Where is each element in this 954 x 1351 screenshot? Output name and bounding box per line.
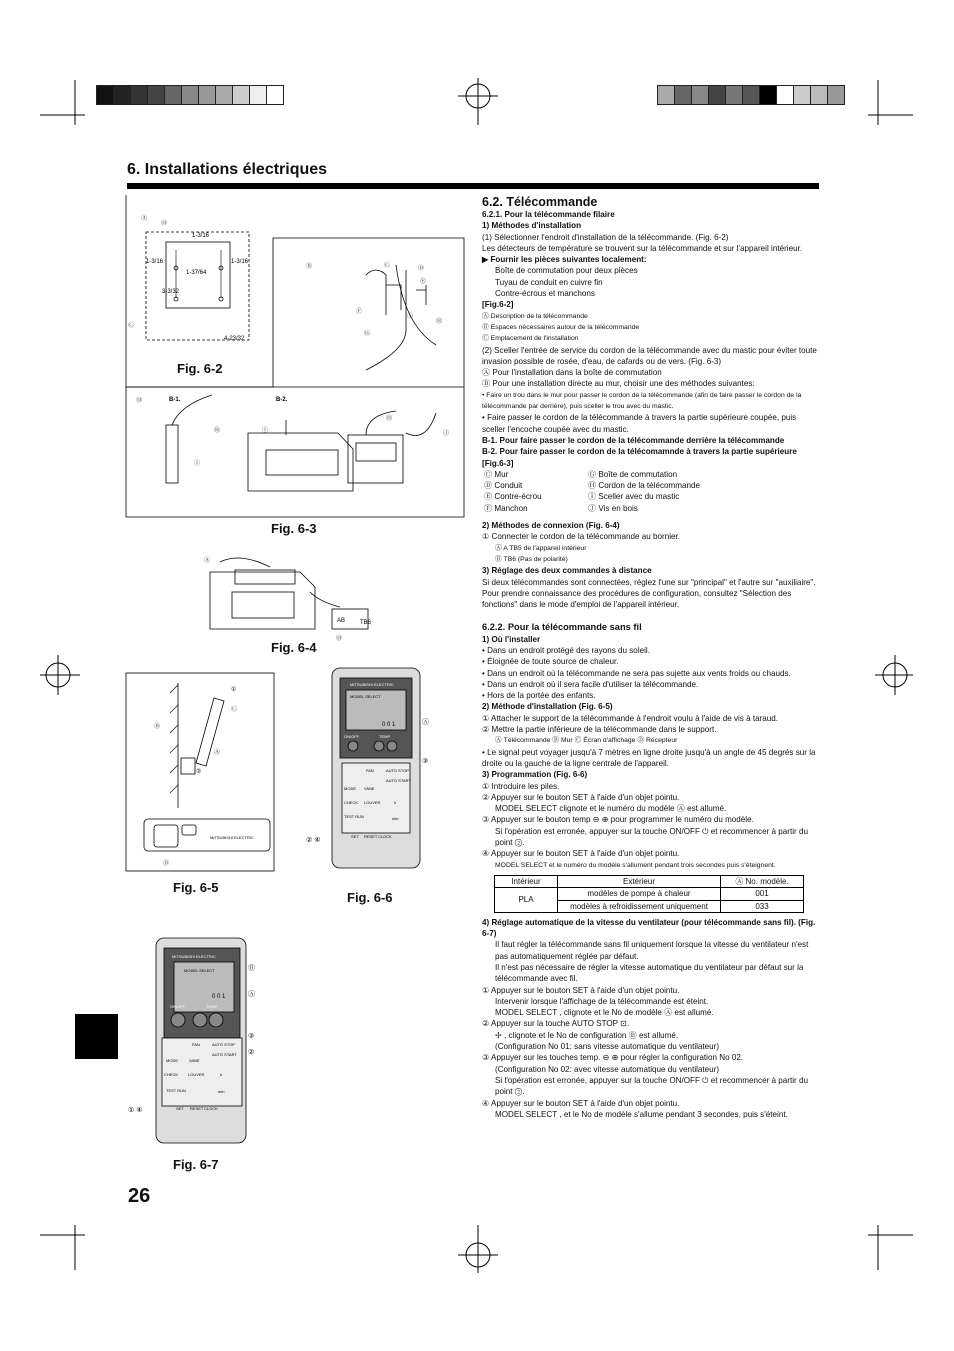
svg-text:Ⓑ: Ⓑ	[248, 965, 255, 972]
svg-text:Ⓔ: Ⓔ	[420, 279, 427, 285]
para: ③ Appuyer sur les touches temp. ⊖ ⊕ pour régler la configuration No 02.	[482, 1053, 744, 1063]
svg-text:MODE: MODE	[166, 1058, 178, 1063]
svg-text:Ⓘ: Ⓘ	[194, 461, 201, 467]
supply-item: Contre-écrous et manchons	[495, 289, 595, 299]
svg-text:②: ②	[196, 769, 202, 775]
svg-text:Ⓒ: Ⓒ	[128, 323, 135, 329]
para: ① Connecter le cordon de la télécommande au bornier.	[482, 532, 681, 542]
svg-text:Ⓐ: Ⓐ	[422, 719, 429, 726]
table-cell: 001	[721, 888, 804, 900]
svg-text:Ⓒ: Ⓒ	[384, 263, 391, 269]
heading-fan-speed: 4) Réglage automatique de la vitesse du ventilateur (pour télécommande sans fil). (Fig. 6-7)	[482, 917, 816, 939]
svg-text:⑬: ⑬	[161, 221, 168, 227]
svg-text:4-23/32: 4-23/32	[224, 336, 245, 342]
fig-6-5-label: Fig. 6-5	[173, 880, 219, 895]
supply-heading: ▶ Fournir les pièces suivantes localement:	[482, 255, 647, 265]
para: Ⓐ Pour l'installation dans la boîte de commutation	[482, 368, 662, 378]
svg-text:MODE: MODE	[344, 786, 356, 791]
para: Il faut régler la télécommande sans fil uniquement lorsque la vitesse du ventilateur n'est pas automatiquement réglée par défaut.	[495, 940, 809, 961]
para: • Le signal peut voyager jusqu'à 7 mètres en ligne droite jusqu'à un angle de 45 degrés sur la droite ou la gauche de la ligne centrale de l'appareil.	[482, 747, 816, 768]
para: ✢ , clignote et le No de configuration Ⓑ est allumé.	[495, 1030, 679, 1040]
svg-text:TB6: TB6	[360, 620, 372, 626]
svg-text:MODEL SELECT: MODEL SELECT	[350, 694, 381, 699]
para: Si l'opération est erronée, appuyer sur la touche ON/OFF ⏻ et recommencer à partir du point ②.	[495, 826, 808, 848]
para: B-1. Pour faire passer le cordon de la télécommande derrière la télécommande	[482, 435, 785, 445]
fig-6-3-legend	[482, 469, 820, 514]
svg-text:VANE: VANE	[364, 786, 375, 791]
svg-text:1-3/16: 1-3/16	[192, 233, 210, 239]
svg-text:Ⓗ: Ⓗ	[436, 319, 443, 325]
para: Ⓐ Télécommande Ⓑ Mur Ⓒ Écran d'affichage Ⓓ Récepteur	[495, 737, 678, 745]
svg-text:Ⓗ: Ⓗ	[386, 416, 393, 422]
list-item: • Dans un endroit où il sera facile d'utiliser la télécommande.	[482, 679, 699, 689]
para: (2) Sceller l'entrée de service du cordon de la télécommande avec du mastic pour éviter toute invasion possible de rosée, d'eau, de cafards ou de vers. (Fig. 6-3)	[482, 345, 817, 366]
svg-text:Ⓙ: Ⓙ	[443, 431, 450, 437]
svg-text:B-2.: B-2.	[276, 397, 288, 403]
svg-text:LOUVER: LOUVER	[188, 1072, 205, 1077]
svg-text:h: h	[394, 800, 397, 805]
svg-text:CHECK: CHECK	[164, 1072, 179, 1077]
table-header: Ⓐ No. modèle.	[721, 875, 804, 887]
svg-text:min: min	[218, 1089, 225, 1094]
svg-text:0 0 1: 0 0 1	[212, 994, 226, 1000]
chapter-tab	[75, 1014, 118, 1059]
svg-text:③: ③	[422, 758, 429, 765]
para: ④ Appuyer sur le bouton SET à l'aide d'un objet pointu.	[482, 849, 680, 859]
legend-item: Ⓕ Manchon	[484, 503, 528, 513]
para: (Configuration No 02: avec vitesse automatique du ventilateur)	[495, 1064, 720, 1074]
table-header: Intérieur	[495, 875, 558, 887]
fig-6-6-remote	[304, 668, 429, 873]
svg-text:AUTO STOP: AUTO STOP	[212, 1042, 235, 1047]
svg-text:CHECK: CHECK	[344, 800, 359, 805]
svg-text:TEMP: TEMP	[379, 734, 391, 739]
fig-6-3-label: Fig. 6-3	[271, 521, 317, 536]
para: Il n'est pas nécessaire de régler la vitesse automatique du ventilateur par défaut sur la télécommande avec fil.	[495, 963, 804, 984]
heading-programming: 3) Programmation (Fig. 6-6)	[482, 770, 588, 780]
svg-text:Ⓗ: Ⓗ	[214, 428, 221, 434]
svg-text:Ⓒ: Ⓒ	[231, 707, 238, 713]
legend-item: Ⓗ Cordon de la télécommande	[588, 481, 701, 491]
svg-text:AB: AB	[337, 618, 346, 624]
svg-text:⑬: ⑬	[336, 636, 343, 642]
legend-item: Ⓒ Mur	[484, 469, 509, 479]
svg-text:B-1.: B-1.	[169, 397, 181, 403]
para: Les détecteurs de température se trouvent sur la télécommande et sur l'appareil intérieur.	[482, 243, 803, 253]
para: Si l'opération est erronée, appuyer sur la touche ON/OFF ⏻ et recommencer à partir du point ②.	[495, 1075, 808, 1097]
svg-text:TEMP: TEMP	[206, 1004, 218, 1009]
svg-text:Ⓖ: Ⓖ	[364, 331, 371, 337]
supply-item: Boîte de commutation pour deux pièces	[495, 266, 638, 276]
heading-install-method: 2) Méthode d'installation (Fig. 6-5)	[482, 702, 613, 712]
svg-text:TEST RUN: TEST RUN	[344, 814, 364, 819]
para: Ⓐ A TB5 de l'appareil intérieur	[495, 544, 587, 552]
table-header: Extérieur	[558, 875, 721, 887]
svg-text:Ⓑ: Ⓑ	[306, 264, 313, 270]
para: (Configuration No 01: sans vitesse automatique du ventilateur)	[495, 1042, 720, 1052]
svg-text:Ⓕ: Ⓕ	[356, 309, 363, 315]
svg-text:0 0 1: 0 0 1	[382, 722, 396, 728]
svg-text:① ④: ① ④	[128, 1107, 143, 1114]
legend-item: Ⓖ Boîte de commutation	[588, 469, 678, 479]
list-item: • Dans un endroit où la télécommande ne sera pas sujette aux vents froids ou chauds.	[482, 668, 791, 678]
svg-text:Ⓐ: Ⓐ	[141, 216, 148, 222]
para: ② Mettre la partie inférieure de la télécommande dans le support.	[482, 725, 717, 735]
svg-text:Ⓐ: Ⓐ	[248, 991, 255, 998]
fig-legend: Ⓑ Espaces nécessaires autour de la télécommande	[482, 323, 640, 331]
svg-text:ON/OFF: ON/OFF	[170, 1004, 186, 1009]
svg-text:AUTO STOP: AUTO STOP	[386, 768, 409, 773]
svg-text:Ⓓ: Ⓓ	[163, 861, 170, 867]
para: ④ Appuyer sur le bouton SET à l'aide d'un objet pointu.	[482, 1098, 680, 1108]
para: • Faire passer le cordon de la télécommande à travers la partie supérieure coupée, puis sceller l'encoche coupée avec du mastic.	[482, 413, 797, 434]
svg-text:SET: SET	[176, 1106, 184, 1111]
svg-text:Ⓑ: Ⓑ	[154, 724, 161, 730]
table-cell: modèles de pompe à chaleur	[558, 888, 721, 900]
svg-text:CLOCK: CLOCK	[378, 834, 392, 839]
legend-item: Ⓙ Vis en bois	[588, 503, 638, 513]
para: MODEL SELECT clignote et le numéro du modèle Ⓐ est allumé.	[495, 804, 727, 814]
svg-text:min: min	[392, 816, 399, 821]
heading-6-2: 6.2. Télécommande	[482, 195, 598, 209]
list-item: • Éloignée de toute source de chaleur.	[482, 657, 619, 667]
heading-two-controls: 3) Réglage des deux commandes à distance	[482, 566, 652, 576]
para: Intervenir lorsque l'affichage de la télécommande est éteint.	[495, 996, 709, 1006]
heading-6-2-1: 6.2.1. Pour la télécommande filaire	[482, 210, 615, 219]
fig-6-7-remote	[126, 938, 276, 1148]
svg-text:Ⓓ: Ⓓ	[418, 266, 425, 272]
para: MODEL SELECT et le numéro du modèle s'allument pendant trois secondes puis s'éteignent.	[495, 861, 776, 869]
para: MODEL SELECT , clignote et le No de modèle Ⓐ est allumé.	[495, 1008, 714, 1018]
table-cell: PLA	[495, 888, 558, 913]
para: B-2. Pour faire passer le cordon de la télécomamnde à travers la partie supérieure	[482, 447, 797, 457]
para: • Faire un trou dans le mur pour passer le cordon de la télécommande (afin de faire passer le cordon de la télécommande par derrière), puis sceller le trou avec du mastic.	[482, 391, 802, 411]
svg-text:MITSUBISHI ELECTRIC: MITSUBISHI ELECTRIC	[172, 954, 216, 959]
fig-6-5-diagram	[126, 673, 276, 873]
supply-item: Tuyau de conduit en cuivre fin	[495, 277, 603, 287]
svg-text:3-3/32: 3-3/32	[162, 289, 180, 295]
model-table	[494, 875, 804, 913]
svg-text:VANE: VANE	[189, 1058, 200, 1063]
fig-ref: [Fig.6-2]	[482, 300, 514, 310]
svg-text:②: ②	[248, 1049, 255, 1056]
svg-text:ON/OFF: ON/OFF	[344, 734, 360, 739]
svg-text:⑬: ⑬	[136, 398, 143, 404]
para: MODEL SELECT , et le No de modèle s'allume pendant 3 secondes, puis s'éteint.	[495, 1109, 788, 1119]
svg-text:RESET: RESET	[190, 1106, 204, 1111]
svg-text:Ⓐ: Ⓐ	[214, 750, 221, 756]
para: (1) Sélectionner l'endroit d'installation de la télécommande. (Fig. 6-2)	[482, 232, 729, 242]
legend-item: Ⓔ Contre-écrou	[484, 492, 542, 502]
svg-text:② ④: ② ④	[306, 837, 321, 844]
heading-where: 1) Où l'installer	[482, 634, 541, 644]
svg-text:Ⓘ: Ⓘ	[262, 428, 269, 434]
para: ① Attacher le support de la télécommande à l'endroit voulu à l'aide de vis à taraud.	[482, 713, 779, 723]
table-cell: 033	[721, 900, 804, 912]
svg-text:h: h	[220, 1072, 223, 1077]
section-title: 6. Installations électriques	[127, 161, 328, 178]
fig-legend: Ⓒ Emplacement de l'installation	[482, 335, 579, 343]
list-item: • Dans un endroit protégé des rayons du soleil.	[482, 645, 650, 655]
svg-text:1-37/64: 1-37/64	[186, 270, 207, 276]
svg-text:1-3/16: 1-3/16	[231, 259, 249, 265]
svg-text:Ⓐ: Ⓐ	[204, 558, 211, 564]
svg-text:MITSUBISHI ELECTRIC: MITSUBISHI ELECTRIC	[210, 835, 254, 840]
svg-text:①: ①	[231, 687, 237, 693]
fig-legend: Ⓐ Description de la télécommande	[482, 312, 588, 320]
svg-text:SET: SET	[351, 834, 359, 839]
para: Ⓑ Pour une installation directe au mur, choisir une des méthodes suivantes:	[482, 379, 755, 389]
para: Si deux télécommandes sont connectées, réglez l'une sur "principal" et l'autre sur "auxiliaire". Pour prendre connaissance des procédures de configuration, consultez "Sélection des fonctions" dans le mode d'emploi de l'appareil intérieur.	[482, 577, 816, 610]
svg-text:CLOCK: CLOCK	[204, 1106, 218, 1111]
heading-methods: 1) Méthodes d'installation	[482, 221, 582, 231]
fig-6-2-6-3-diagram	[126, 195, 466, 518]
svg-text:③: ③	[248, 1033, 255, 1040]
svg-text:AUTO START: AUTO START	[386, 778, 411, 783]
fig-6-7-label: Fig. 6-7	[173, 1157, 219, 1172]
para: Ⓑ TB6 (Pas de polarité)	[495, 555, 568, 563]
svg-text:RESET: RESET	[364, 834, 378, 839]
svg-text:TEST RUN: TEST RUN	[166, 1088, 186, 1093]
para: ② Appuyer sur la touche AUTO STOP ⊡.	[482, 1019, 630, 1029]
svg-text:MITSUBISHI ELECTRIC: MITSUBISHI ELECTRIC	[350, 682, 394, 687]
fig-6-2-label: Fig. 6-2	[177, 361, 223, 376]
list-item: • Hors de la portée des enfants.	[482, 691, 596, 701]
para: ② Appuyer sur le bouton SET à l'aide d'un objet pointu.	[482, 792, 680, 802]
para: ① Appuyer sur le bouton SET à l'aide d'un objet pointu.	[482, 985, 680, 995]
text-column	[482, 195, 820, 1120]
svg-text:LOUVER: LOUVER	[364, 800, 381, 805]
fig-ref: [Fig.6-3]	[482, 458, 514, 468]
fig-6-4-label: Fig. 6-4	[271, 640, 317, 655]
svg-text:AUTO START: AUTO START	[212, 1052, 237, 1057]
svg-text:FAN: FAN	[366, 768, 374, 773]
legend-item: Ⓘ Sceller avec du mastic	[588, 492, 680, 502]
para: ③ Appuyer sur le bouton temp ⊖ ⊕ pour programmer le numéro du modèle.	[482, 815, 754, 825]
heading-connection: 2) Méthodes de connexion (Fig. 6-4)	[482, 521, 620, 531]
heading-6-2-2: 6.2.2. Pour la télécommande sans fil	[482, 622, 642, 633]
fig-6-4-diagram	[200, 552, 380, 644]
title-rule	[127, 183, 819, 189]
table-cell: modèles à refroidissement uniquement	[558, 900, 721, 912]
svg-text:Ⓘ: Ⓘ	[407, 314, 414, 320]
page-number: 26	[128, 1185, 151, 1207]
fig-6-6-label: Fig. 6-6	[347, 890, 393, 905]
para: ① Introduire les piles.	[482, 781, 560, 791]
svg-text:FAN: FAN	[192, 1042, 200, 1047]
legend-item: Ⓓ Conduit	[484, 481, 523, 491]
svg-text:1-3/16: 1-3/16	[146, 259, 164, 265]
svg-text:MODEL SELECT: MODEL SELECT	[184, 968, 215, 973]
